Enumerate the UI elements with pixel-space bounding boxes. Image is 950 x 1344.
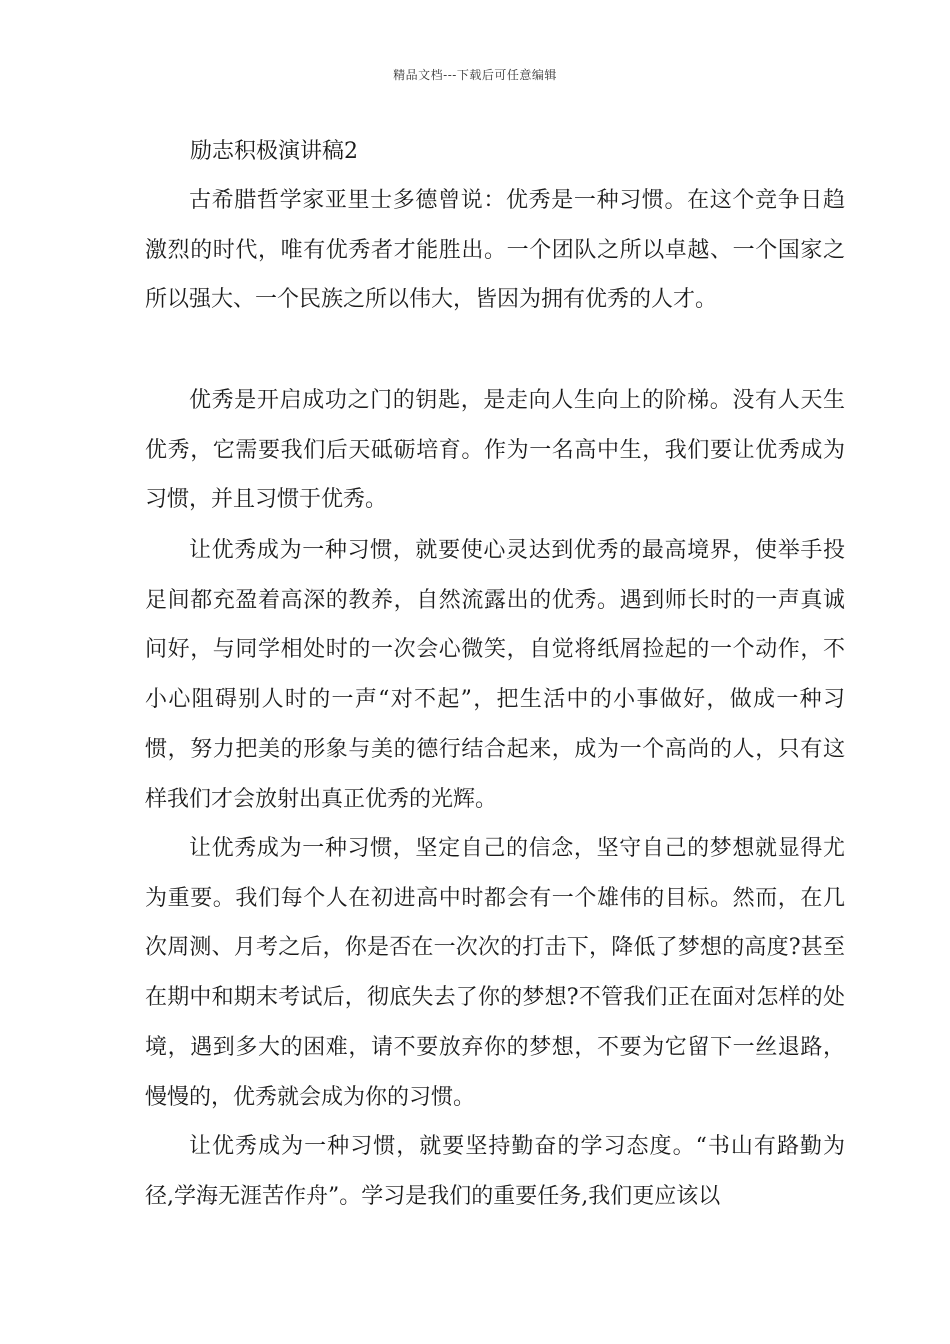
paragraph-4: 让优秀成为一种习惯，坚定自己的信念，坚守自己的梦想就显得尤为重要。我们每个人在初进高中时都会有一个雄伟的目标。然而，在几次周测、月考之后，你是否在一次次的打击下，降低了梦想的高度?甚至在期中和期末考试后，彻底失去了你的梦想?不管我们正在面对怎样的处境，遇到多大的困难，请不要放弃你的梦想，不要为它留下一丝退路，慢慢的，优秀就会成为你的习惯。 — [145, 836, 845, 1110]
paragraph-5: 让优秀成为一种习惯，就要坚持勤奋的学习态度。“书山有路勤为径,学海无涯苦作舟”。学习是我们的重要任务,我们更应该以 — [145, 1134, 845, 1209]
document-title: 励志积极演讲稿2 — [190, 139, 358, 164]
paragraph-1: 古希腊哲学家亚里士多德曾说：优秀是一种习惯。在这个竞争日趋激烈的时代，唯有优秀者才能胜出。一个团队之所以卓越、一个国家之所以强大、一个民族之所以伟大，皆因为拥有优秀的人才。 — [145, 188, 845, 313]
paragraph-2: 优秀是开启成功之门的钥匙，是走向人生向上的阶梯。没有人天生优秀，它需要我们后天砥砺培育。作为一名高中生，我们要让优秀成为习惯，并且习惯于优秀。 — [145, 388, 845, 513]
page-header: 精品文档---下载后可任意编辑 — [393, 68, 557, 82]
paragraph-3: 让优秀成为一种习惯，就要使心灵达到优秀的最高境界，使举手投足间都充盈着高深的教养，自然流露出的优秀。遇到师长时的一声真诚问好，与同学相处时的一次会心微笑，自觉将纸屑捡起的一个动作，不小心阻碍别人时的一声“对不起”，把生活中的小事做好，做成一种习惯，努力把美的形象与美的德行结合起来，成为一个高尚的人，只有这样我们才会放射出真正优秀的光辉。 — [145, 538, 845, 812]
